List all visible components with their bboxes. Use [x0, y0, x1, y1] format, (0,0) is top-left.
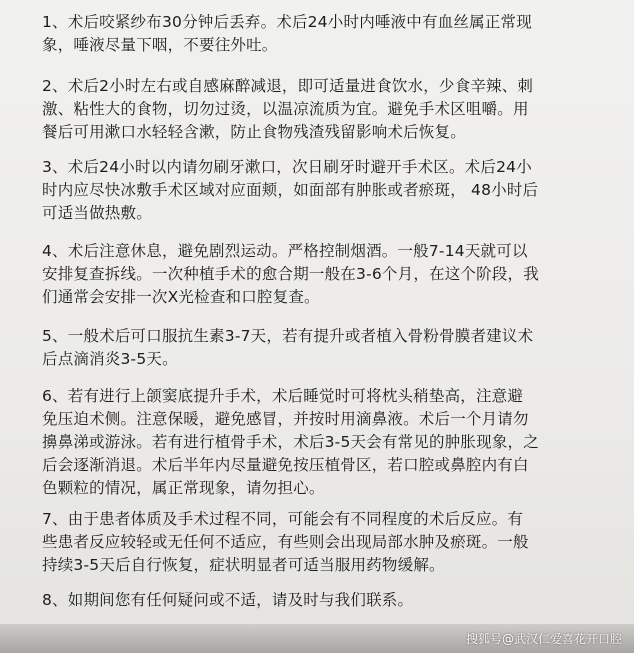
- instruction-item-7: 7、由于患者体质及手术过程不同，可能会有不同程度的术后反应。有 些患者反应较轻或无任何不适应，有些则会出现局部水肿及瘀斑。一般 持续3-5天后自行恢复，症状明显者可适当服用药物缓解。: [42, 510, 529, 574]
- instruction-item-2: 2、术后2小时左右或自感麻醉减退，即可适量进食饮水，少食辛辣、刺 激、粘性大的食物，切勿过烫，以温凉流质为宜。避免手术区咀嚼。用 餐后可用漱口水轻轻含漱，防止食物残渣残留影响术后恢复。: [42, 77, 534, 141]
- instruction-item-1: 1、术后咬紧纱布30分钟后丢弃。术后24小时内唾液中有血丝属正常现 象，唾液尽量下咽，不要往外吐。: [42, 13, 532, 54]
- instruction-item-8: 8、如期间您有任何疑问或不适，请及时与我们联系。: [42, 591, 414, 609]
- instruction-item-5: 5、一般术后可口服抗生素3-7天，若有提升或者植入骨粉骨膜者建议术 后点滴消炎3-5天。: [42, 327, 534, 368]
- watermark-label: 搜狐号@武汉仁爱喜花开口腔: [465, 632, 622, 646]
- instruction-item-3: 3、术后24小时以内请勿刷牙漱口，次日刷牙时避开手术区。术后24小 时内应尽快冰敷手术区域对应面颊，如面部有肿胀或者瘀斑， 48小时后 可适当做热敷。: [42, 158, 539, 222]
- instruction-item-6: 6、若有进行上颌窦底提升手术，术后睡觉时可将枕头稍垫高，注意避 免压迫术侧。注意保暖，避免感冒，并按时用滴鼻液。术后一个月请勿 擤鼻涕或游泳。若有进行植骨手术，术后3-5天会有常见的肿胀现象，之 后会逐渐消退。术后半年内尽量避免按压植骨区，若口腔或鼻腔内有白 色颗粒的情况，属正常现象，请勿担心。: [42, 387, 539, 497]
- instruction-item-4: 4、术后注意休息，避免剧烈运动。严格控制烟酒。一般7-14天就可以 安排复查拆线。一次种植手术的愈合期一般在3-6个月，在这个阶段，我 们通常会安排一次X光检查和口腔复查。: [42, 242, 539, 306]
